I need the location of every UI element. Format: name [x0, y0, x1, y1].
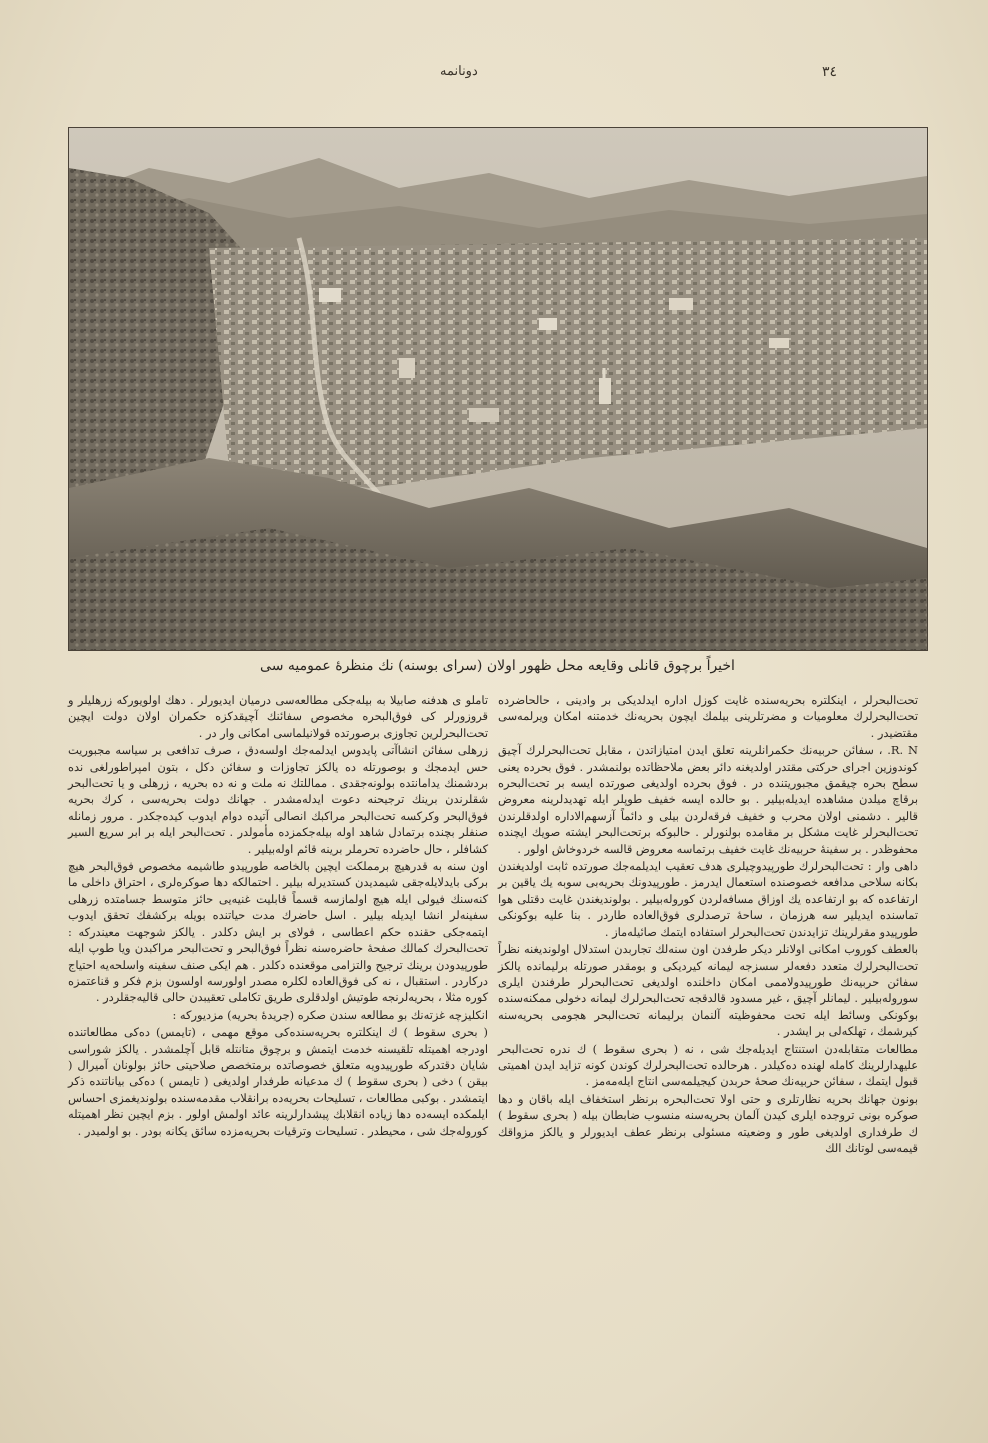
- left-text-column: [68, 692, 488, 1140]
- journal-name: دونانمه: [440, 64, 478, 79]
- left-paragraph: انكليزچه غزته‌نك بو مطالعه سندن صكره (جريدهٔ بحريه) مزديوركه :: [172, 1007, 488, 1022]
- right-paragraph: تحت‌البحرلر ، اينكلتره بحريه‌سنده غايت كوزل اداره ايدلديكى بر وادينى ، حالحاضرده تحت‌البحرلرك معلوميات و مضرتلرينى بيلمك ايچون بحريه‌نك خدمتنه امكان ويرلمه‌سى مقتضيدر .: [498, 693, 918, 740]
- right-paragraph: بالعطف كوروب امكانى اولانلر ديكر طرفدن اون سنه‌لك تجاربدن استدلال اولونديغنه نظراً تحت‌البحرلرك متعدد دفعه‌لر سسزجه ليمانه كيرديكى و بومقدر صورتله برليمانده يالكز سفائن حربيه‌نك طورپيدولاممى امكان داخلنده اولديغى تحت‌البحرلر طرفندن ايلرى سوروله‌بيلير . ليمانلر آچيق ، غير مسدود قالدقجه تحت‌البحرلرك ليمانه دخولى ممكنه‌سنده بوكونكى وسائط ايله تحت محفوظيته آلنمان برليمانه تحت‌البحر هجومى بحريه‌سنه كيرشمك ، تهلكه‌لى بر ايشدر .: [498, 942, 918, 1039]
- page-number: ٣٤: [822, 64, 838, 80]
- right-paragraph: مطالعات متقابله‌دن استنتاج ايديله‌جك شى ، نه ( بحرى سقوط ) ك ندره تحت‌البحر عليهدارلرينك كامله لهنده ده‌كيلدر . هرحالده تحت‌البحرلرك كوندن كونه تزايد ايدن اهميتى قبول ايتمك ، سفائن حربيه‌نك صحهٔ حربدن كيجيلمه‌سى انتاج ايله‌مه‌مز .: [498, 1041, 918, 1089]
- right-paragraph: R. N. ، سفائن حربيه‌نك حكمرانلرينه تعلق ايدن امتيازاتدن ، مقابل تحت‌البحرلرك آچيق كوندوزين اجراى حركتى مقتدر اولديغنه دائر بعض ملاحظاتده بولنمشدر . فوق بحرده يعنى سطح بحره چيقمق مجبوريتنده در . فوق بحرده اولديغى صورتده ايسه بر تحت‌البحره برقاچ ميلدن مشاهده ايديله‌بيلير . بو حالده ايسه خفيف طوپلر ايله تهديدلرينه معروض قالير . دشمنى اولان محرب و خفيف فرقه‌لردن بيلى و دائماً آزسهم‌الاداره اولدقلرندن تحت‌البحرلر غايت مشكل بر مقامده بولنورلر . حالبوكه برتحت‌البحر ايشته صويك ايچنده محفوظدر . بر سفينهٔ حربيه‌نك غايت خفيف برتماسه معروض قالسه خردوخاش اولور .: [498, 743, 918, 856]
- right-paragraph: بونون جهانك بحريه نظارتلرى و حتى اولا تحت‌البحره برنظر استخفاف ايله باقان و دها صوكره بونى تروجده ايلرى كيدن آلمان بحريه‌سنه منسوب ضابطان بيله ( بحرى سقوط ) ك طرفدارى اولديغى طور و وضعيته مسئولى برنظر عطف ايديورلر و يالكز مزواقك قيمه‌سى لوتانك الك: [498, 1091, 918, 1155]
- city-panorama-photo: [68, 127, 928, 651]
- left-paragraph: تاملو ى هدفنه صابيلا به بيله‌جكى مطالعه‌سى درميان ايديورلر . دهك اولويوركه زرهليلر و قروزورلر كى فوق‌البحره مخصوص سفائنك آچيقدكزه حكمران اولان دولت ايچين تحت‌البحرلرين تجاوزى برصورتده قولانيلماسى امكانى وار در .: [68, 693, 488, 740]
- left-paragraph: ( بحرى سقوط ) ك اينكلتره بحريه‌سنده‌كى موقع مهمى ، (تايمس) ده‌كى مطالعاتنده اودرجه اهميتله تلقيسنه خدمت ايتمش و برچوق متانتله قابل آچلمشدر . يالكز شوراسى شايان دقتدركه طورپيدويه متعلق خصوصاتده برمتخصص صلاحيتى حائز بولونان آميرال ( بيقن ) دخى ( بحرى سقوط ) ك مدعيانه طرفدار اولديغى ( تايمس ) ده‌كى بياناتنده ذكر ايتمشدر . بوكبى مطالعات ، تسليحات بحريه‌ده برانقلاب مقدمه‌سنده بولونديغمزى احساس ايلمكده ايسه‌ده دها زياده انقلابك پيشدارلرينه عائد اولمش اولور . بزم ايچين نظر اهميتله كوروله‌جك شى ، محيطدر . تسليحات وترقيات بحريه‌مزده سائق يكانه بودر . بو اولميدر .: [67, 1025, 488, 1138]
- right-text-column: [498, 692, 918, 1157]
- right-paragraph: داهى وار : تحت‌البحرلرك طورپيدوچيلرى هدف تعقيب ايديلمه‌جك صورتده ثابت اولديغندن بكانه سلاحى مدافعه خصوصنده استعمال ايدرمز . طورپيدونك بحريه‌بى سوبه يك ياقين بر ارتفاعده كه بو ارتفاعده يك اوزاق مسافه‌لردن كوروله‌بيلير . بولونديغندن غايت دقتلى هوا تماسنده ايديلير سه هرزمان ، ساحهٔ ترصدلرى فوق‌العاده طاردر . بنا عليه بوكونكى طورپيدو مقرلرينك تزايدندن تحت‌البحرلر استفاده ايتمك صائيله‌ماز .: [498, 859, 918, 939]
- left-paragraph: اون سنه به قدرهيچ برمملكت ايچين بالخاصه طورپيدو طاشيمه مخصوص فوق‌البحر هيچ بركى بايدلايله‌جقى شيمديدن كستديرله بيلير . احتمالكه دها صوكره‌لرى ، احتراق داخلى ما كنه‌سنك فيولى ايله هيچ اولمازسه قسماً قابليت غنيه‌يى حائز متوسط جسامتده زرهلى سفينه‌لر انشا ايديله بيلير . اسل حاضرك مدت حياتنده بويله بركشفك تحقق ايدوب ايتمه‌جكى حقنده حكم اعطاسى ، فولاى بر ايش دكلدر . يالكز شوجهت معيندركه : تحت‌البحرك كمالك صفحهٔ حاضره‌سنه نظراً فوق‌البحر و تحت‌البحر مراكبدن ويا طوپ ايله طورپيدودن برينك ترجيح والتزامى موقعنده دكلدر . هم ايكى صنف سفينه واسلحه‌يه احتياج دركاردر . استقبال ، نه كى فوق‌العاده لكلره مصدر اولورسه اولسون بزم فكر و قناعتمزه كوره مثلا ، بحريه‌لرنجه طوتيش اولدقلرى طريق تكاملى تعقيبدن حالى قاليه‌جقلردر .: [68, 859, 488, 1005]
- photo-caption: اخيراً برچوق قانلى وقايعه محل ظهور اولان (سراى بوسنه) نك منظرهٔ عموميه سى: [260, 658, 735, 674]
- left-paragraph: زرهلى سفائن انشاآتى پايدوس ايدلمه‌جك اولسه‌دق ، صرف تدافعى بر سياسه مجبوريت حس ايدمجك و بوصورتله ده يالكز تجاوزات و سفائن دكل ، بتون امپراطورلغى نده بردشمنك يدامانتده بولونه‌جقدى . مماللتك نه ملت و نه ده بحريه ، زرهلى و يا تحت‌البحر شقلرندن برينك ترجيحنه دعوت ايدله‌مشدر . جهانك دولت بحريه‌سى ، كرك بحريه فوق‌البحر وكركسه تحت‌البحر مراكبك انصالى آتيده دوام ايدوب كيده‌جكدر . مرور زمانله صنفلر بچنده برتمادل شاهد اوله بيله‌جكمزده مأمولدر . تحت‌البحر ايله بر ابر سريع السير كشافلر ، حال حاضرده تحرملر برينه قائم اوله‌بيلير .: [68, 743, 488, 856]
- landscape-illustration: [69, 128, 927, 650]
